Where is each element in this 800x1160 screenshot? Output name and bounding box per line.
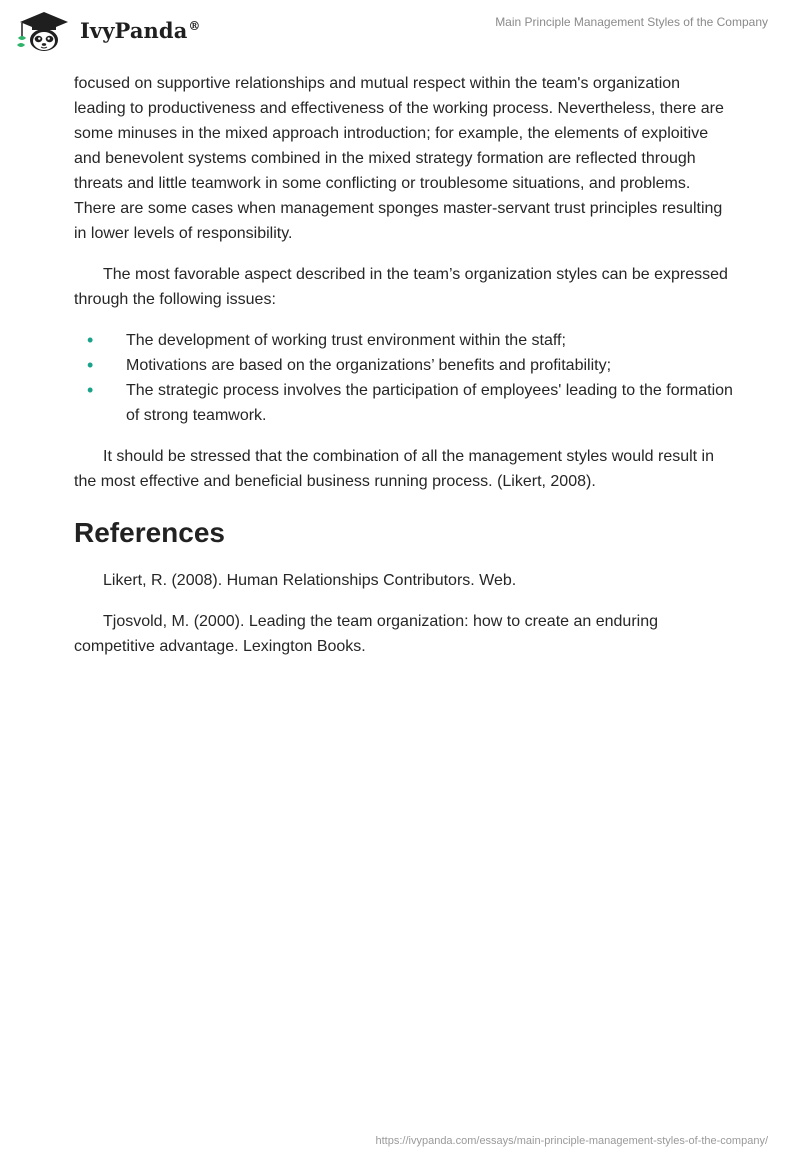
brand-logo[interactable]	[14, 8, 201, 52]
references-heading: References	[74, 517, 225, 548]
bullet-icon: •	[87, 330, 94, 350]
paragraph-3: It should be stressed that the combination of all the management styles would result in the most effective and beneficial business running process. (Likert, 2008).	[74, 448, 715, 490]
footer-source-link[interactable]: https://ivypanda.com/essays/main-principle-management-styles-of-the-company/	[375, 1135, 768, 1147]
paragraph-2: The most favorable aspect described in the team’s organization styles can be expressed through the following issues:	[74, 266, 728, 308]
list-item: • Motivations are based on the organizations’ benefits and profitability;	[74, 353, 734, 378]
essay-content	[74, 71, 734, 675]
reference-item: Tjosvold, M. (2000). Leading the team organization: how to create an enduring competitive advantage. Lexington Books.	[74, 613, 658, 655]
brand-name: IvyPanda®	[80, 17, 201, 43]
bullet-icon: •	[87, 355, 94, 375]
document-title: Main Principle Management Styles of the Company	[495, 15, 768, 29]
paragraph-1: focused on supportive relationships and mutual respect within the team's organization leading to productiveness and effectiveness of the working process. Nevertheless, there are some minuses in the mixed approach introduction; for example, the elements of exploitive and benevolent systems combined in the mixed strategy formation are reflected through threats and little teamwork in some conflicting or troublesome situations, and problems. There are some cases when management sponges master-servant trust principles resulting in lower levels of responsibility.	[74, 75, 724, 242]
list-item: • The development of working trust environment within the staff;	[74, 328, 734, 353]
panda-logo-icon	[14, 8, 74, 52]
page-header	[0, 0, 800, 66]
bullet-icon: •	[87, 380, 94, 400]
bullet-list	[74, 328, 734, 428]
reference-item: Likert, R. (2008). Human Relationships Contributors. Web.	[103, 572, 517, 589]
list-item: • The strategic process involves the participation of employees' leading to the formation of strong teamwork.	[87, 380, 733, 424]
